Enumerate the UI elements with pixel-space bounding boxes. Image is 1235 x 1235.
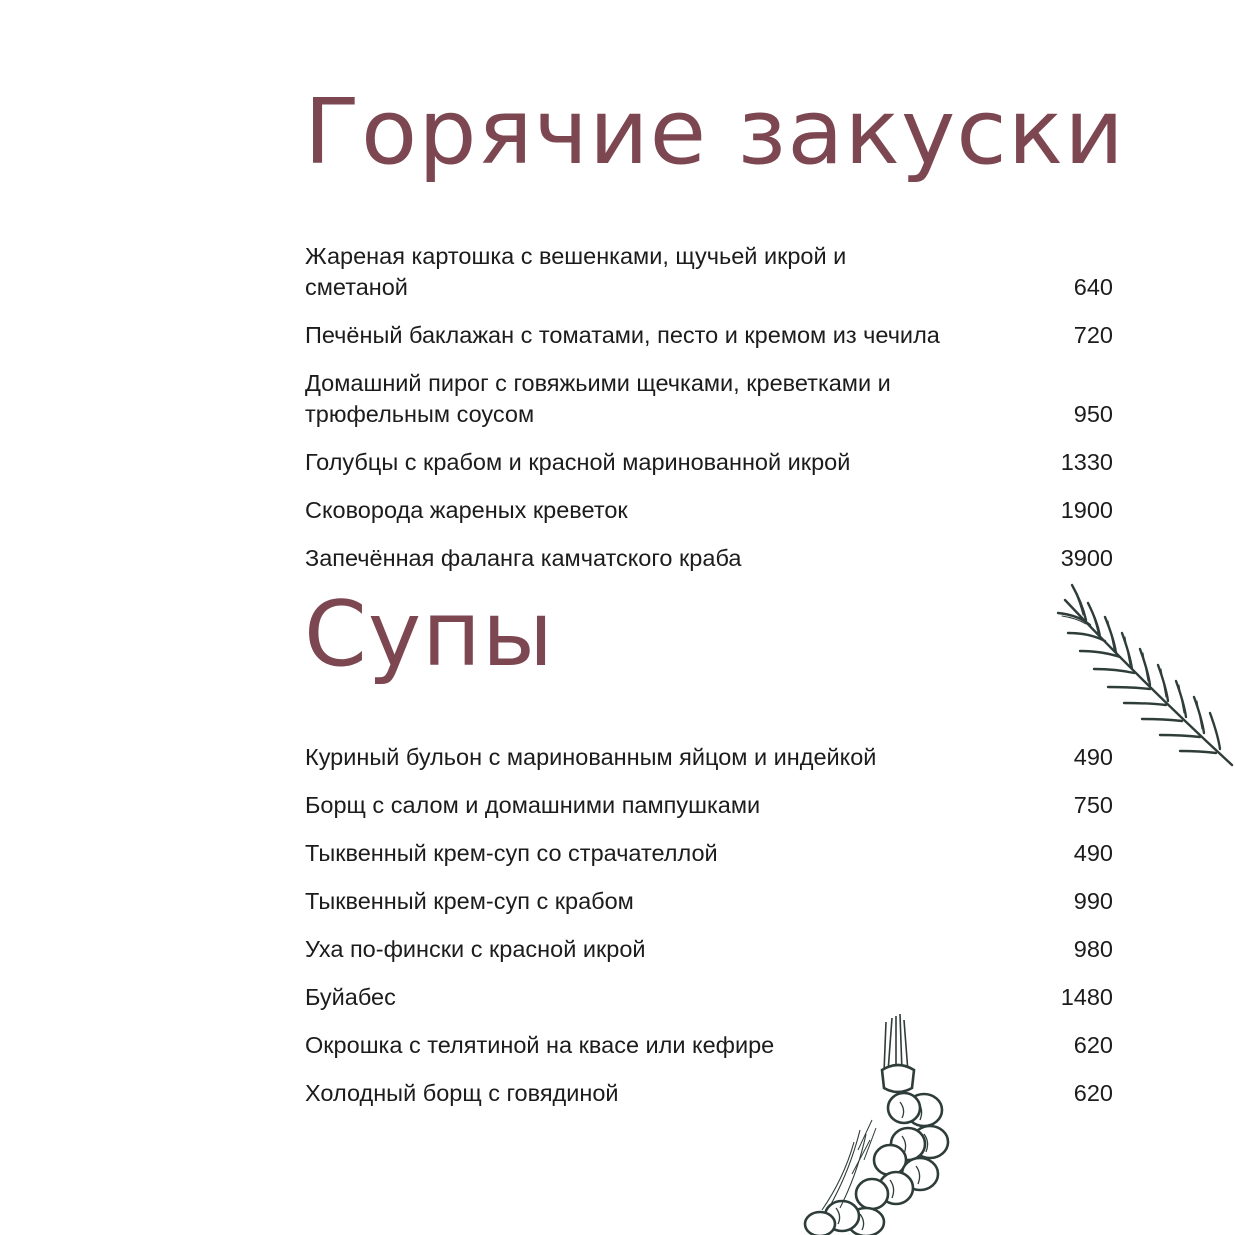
- item-name: Куриный бульон с маринованным яйцом и индейкой: [305, 744, 877, 770]
- menu-item: [305, 838, 1113, 869]
- item-price: 620: [1073, 1032, 1113, 1058]
- item-name: Уха по-фински с красной икрой: [305, 936, 646, 962]
- item-name: Сковорода жареных креветок: [305, 497, 628, 523]
- menu-item: [305, 790, 1113, 821]
- item-name: Тыквенный крем-суп с крабом: [305, 888, 634, 914]
- item-name: Печёный баклажан с томатами, песто и кремом из чечила: [305, 322, 940, 348]
- menu-item: [305, 447, 1113, 478]
- item-price: 3900: [1060, 545, 1113, 571]
- item-price: 990: [1073, 888, 1113, 914]
- menu-item: [305, 742, 1113, 773]
- item-name: Холодный борщ с говядиной: [305, 1080, 619, 1106]
- hot-appetizers-list: [305, 241, 1113, 591]
- menu-item: [305, 934, 1113, 965]
- item-price: 640: [1073, 274, 1113, 300]
- soups-title: Супы: [304, 582, 555, 687]
- menu-item: [305, 543, 1113, 574]
- garlic-braid-icon: [800, 1010, 960, 1235]
- menu-item: [305, 982, 1113, 1013]
- item-price: 490: [1073, 840, 1113, 866]
- item-price: 620: [1073, 1080, 1113, 1106]
- menu-item: [305, 320, 1113, 351]
- item-price: 490: [1073, 744, 1113, 770]
- item-price: 750: [1073, 792, 1113, 818]
- item-price: 1330: [1060, 449, 1113, 475]
- item-price: 980: [1073, 936, 1113, 962]
- item-price: 1480: [1060, 984, 1113, 1010]
- item-name: Домашний пирог с говяжьими щечками, креветками и трюфельным соусом: [305, 370, 891, 427]
- item-price: 720: [1073, 322, 1113, 348]
- menu-item: [305, 1030, 1113, 1061]
- soups-list: [305, 742, 1113, 1126]
- item-name: Окрошка с телятиной на квасе или кефире: [305, 1032, 775, 1058]
- item-name: Тыквенный крем-суп со страчателлой: [305, 840, 718, 866]
- menu-item: [305, 495, 1113, 526]
- menu-item: [305, 241, 1113, 303]
- item-name: Буйабес: [305, 984, 396, 1010]
- menu-item: [305, 886, 1113, 917]
- item-price: 1900: [1060, 497, 1113, 523]
- hot-appetizers-title: Горячие закуски: [304, 80, 1125, 185]
- menu-item: [305, 1078, 1113, 1109]
- item-name: Голубцы с крабом и красной маринованной икрой: [305, 449, 851, 475]
- item-price: 950: [1073, 401, 1113, 427]
- menu-item: [305, 368, 1113, 430]
- item-name: Борщ с салом и домашними пампушками: [305, 792, 761, 818]
- item-name: Жареная картошка с вешенками, щучьей икрой и сметаной: [305, 243, 847, 300]
- rosemary-sprig-icon: [1050, 575, 1235, 775]
- item-name: Запечённая фаланга камчатского краба: [305, 545, 742, 571]
